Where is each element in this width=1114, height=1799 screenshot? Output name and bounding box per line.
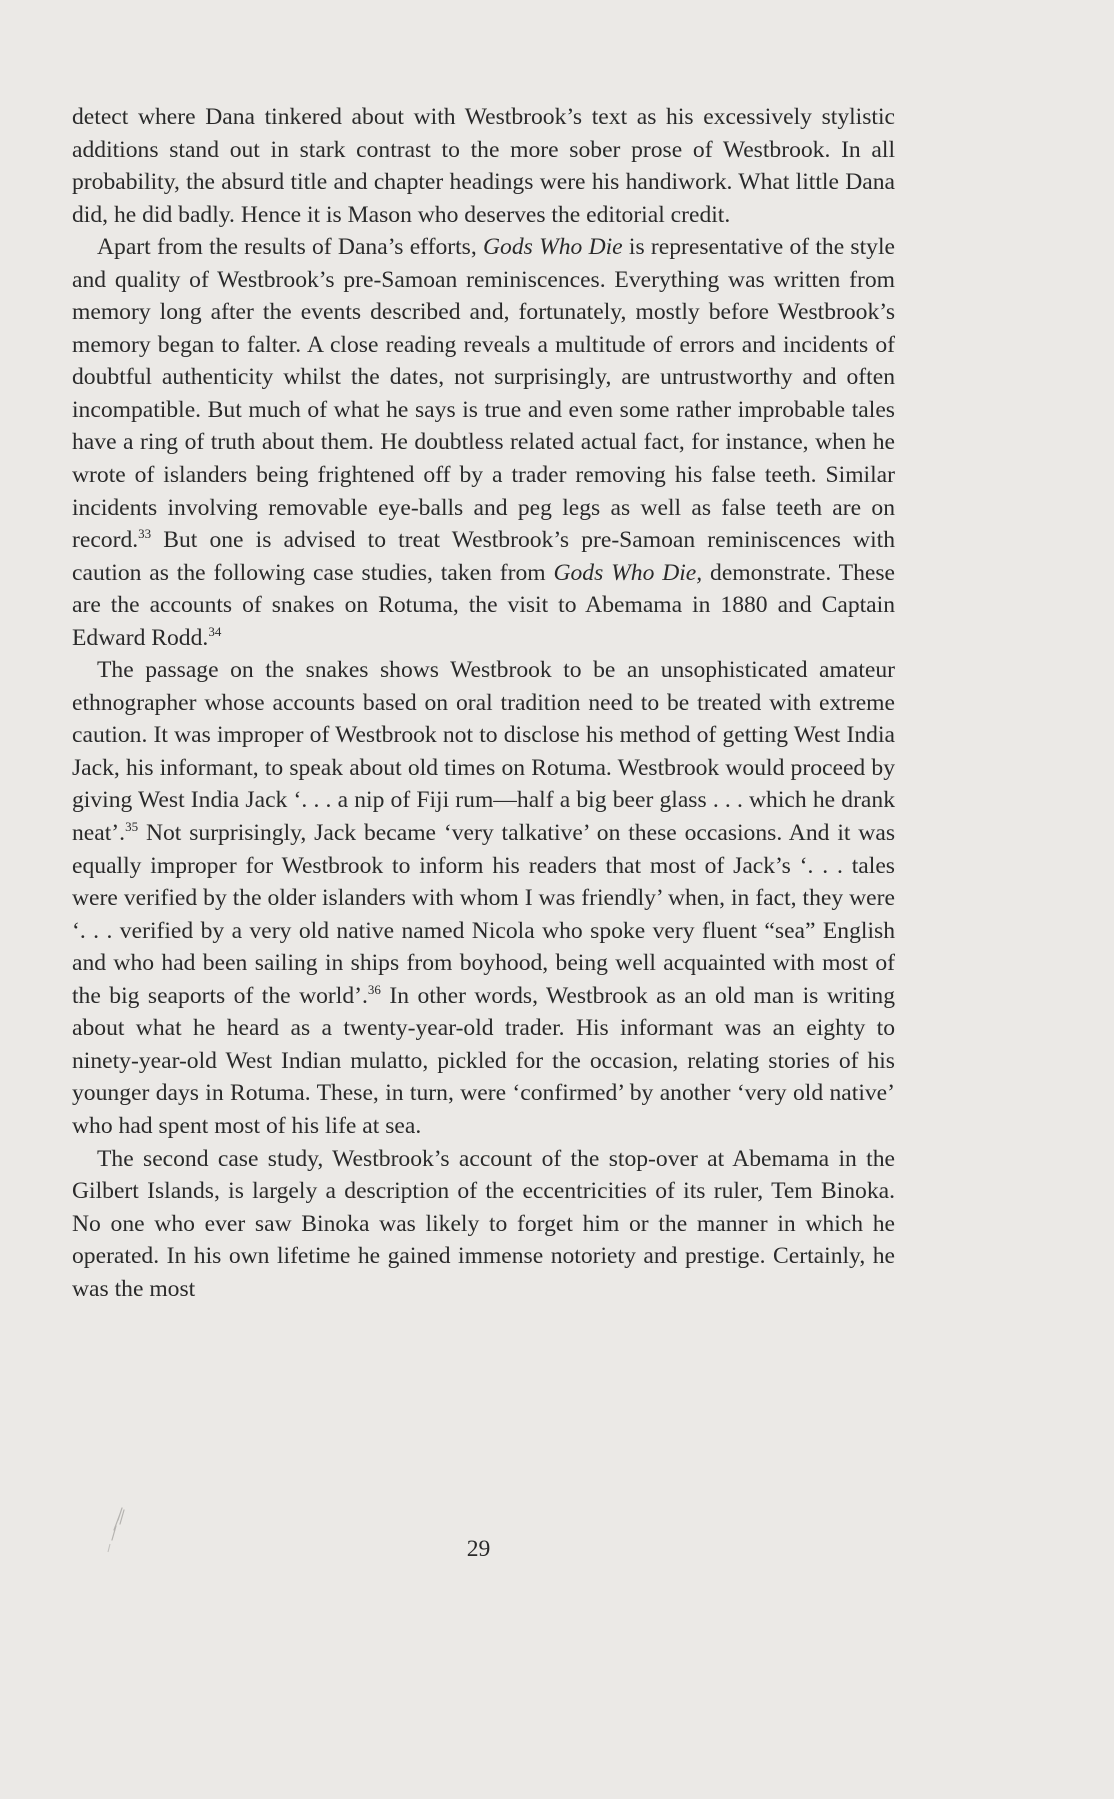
text-run: is representative of the style and quality of Westbrook’s pre-Samoan reminiscences. Everything was written from memory long after the events described and, fortunately, mostly before Westbrook’s memory began to falter. A close reading reveals a multitude of errors and incidents of doubtful authenticity whilst the dates, not surprisingly, are untrustworthy and often incompatible. But much of what he says is true and even some rather improbable tales have a ring of truth about them. He doubtless related actual fact, for instance, when he wrote of islanders being frightened off by a trader removing his false teeth. Similar incidents involving removable eye-balls and peg legs as well as false teeth are on record. [72, 234, 895, 554]
italic-title: Gods Who Die, [553, 559, 703, 586]
text-run: The second case study, Westbrook’s account of the stop-over at Abemama in the Gilbert Islands, is largely a description of the eccentricities of its ruler, Tem Binoka. No one who ever saw Binoka was likely to forget him or the manner in which he operated. In his own lifetime he gained immense notoriety and prestige. Certainly, he was the most [72, 1145, 895, 1302]
text-run: Apart from the results of Dana’s efforts, [97, 234, 483, 261]
footnote-ref: 34 [208, 623, 222, 639]
page-number: 29 [466, 1536, 491, 1562]
italic-title: Gods Who Die [483, 234, 623, 261]
paragraph [72, 654, 895, 1142]
text-run: But one is advised to treat Westbrook’s pre-Samoan reminiscences with caution as the following case studies, taken from [72, 527, 895, 586]
paragraph [72, 231, 895, 654]
text-run: detect where Dana tinkered about with Westbrook’s text as his excessively stylistic additions stand out in stark contrast to the more sober prose of Westbrook. In all probability, the absurd title and chapter headings were his handiwork. What little Dana did, he did badly. Hence it is Mason who deserves the editorial credit. [72, 104, 895, 228]
footnote-ref: 35 [125, 819, 139, 835]
paragraph [72, 1143, 895, 1306]
text-run: demonstrate. These are the accounts of snakes on Rotuma, the visit to Abemama in 1880 and Captain Edward Rodd. [72, 559, 895, 651]
text-run: Not surprisingly, Jack became ‘very talkative’ on these occasions. And it was equally improper for Westbrook to inform his readers that most of Jack’s ‘. . . tales were verified by the older islanders with whom I was friendly’ when, in fact, they were ‘. . . verified by a very old native named Nicola who spoke very fluent “sea” English and who had been sailing in ships from boyhood, being well acquainted with most of the big seaports of the world’. [72, 820, 895, 1009]
footnote-ref: 36 [367, 981, 381, 997]
body-text [72, 101, 895, 1305]
paragraph [72, 101, 895, 231]
text-run: The passage on the snakes shows Westbrook to be an unsophisticated amateur ethnographer whose accounts based on oral tradition need to be treated with extreme caution. It was improper of Westbrook not to disclose his method of getting West India Jack, his informant, to speak about old times on Rotuma. Westbrook would proceed by giving West India Jack ‘. . . a nip of Fiji rum—half a big beer glass . . . which he drank neat’. [72, 657, 895, 847]
footnote-ref: 33 [138, 526, 152, 542]
text-run: In other words, Westbrook as an old man is writing about what he heard as a twenty-year-old trader. His informant was an eighty to ninety-year-old West Indian mulatto, pickled for the occasion, relating stories of his younger days in Rotuma. These, in turn, were ‘confirmed’ by another ‘very old native’ who had spent most of his life at sea. [72, 982, 895, 1139]
